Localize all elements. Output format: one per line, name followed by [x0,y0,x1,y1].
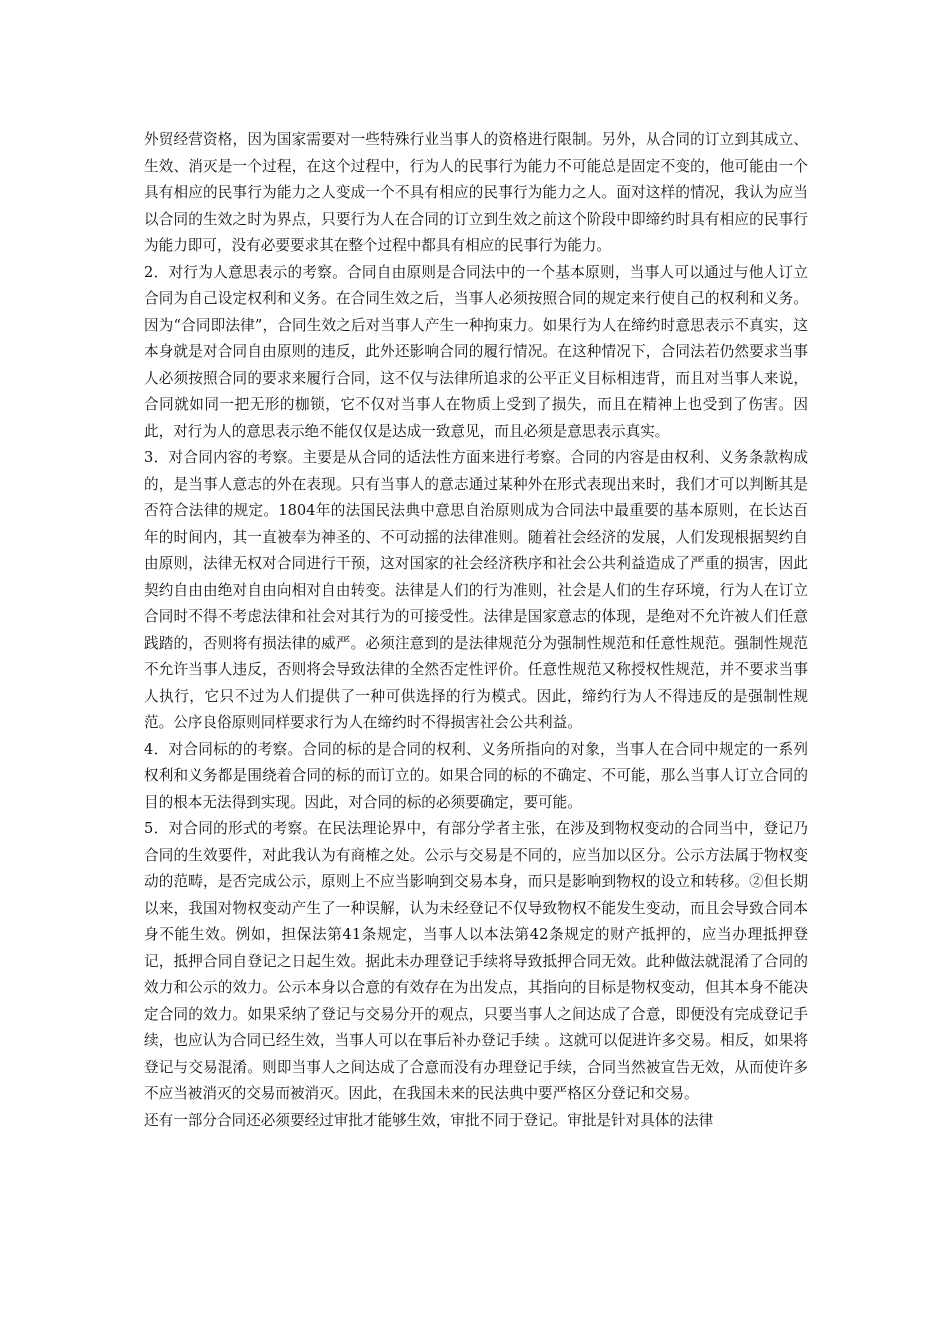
paragraph-eligibility-continued: 外贸经营资格，因为国家需要对一些特殊行业当事人的资格进行限制。另外，从合同的订立到其成立、生效、消灭是一个过程，在这个过程中，行为人的民事行为能力不可能总是固定不变的，他可能由一个具有相应的民事行为能力之人变成一个不具有相应的民事行为能力之人。面对这样的情况，我认为应当以合同的生效之时为界点，只要行为人在合同的订立到生效之前这个阶段中即缔约时具有相应的民事行为能力即可，没有必要要求其在整个过程中都具有相应的民事行为能力。 [144,131,808,254]
paragraph-form-examination: 5．对合同的形式的考察。在民法理论界中，有部分学者主张，在涉及到物权变动的合同当中，登记乃合同的生效要件，对此我认为有商榷之处。公示与交易是不同的，应当加以区分。公示方法属于物权变动的范畴，是否完成公示，原则上不应当影响到交易本身，而只是影响到物权的设立和转移。②但长期以来，我国对物权变动产生了一种误解，认为未经登记不仅导致物权不能发生变动，而且会导致合同本身不能生效。例如，担保法第41条规定，当事人以本法第42条规定的财产抵押的，应当办理抵押登记，抵押合同自登记之日起生效。据此未办理登记手续将导致抵押合同无效。此种做法就混淆了合同的效力和公示的效力。公示本身以合意的有效存在为出发点，其指向的目标是物权变动，但其本身不能决定合同的效力。如果采纳了登记与交易分开的观点，只要当事人之间达成了合意，即便没有完成登记手续，也应认为合同已经生效，当事人可以在事后补办登记手续 。这就可以促进许多交易。相反，如果将登记与交易混淆。则即当事人之间达成了合意而没有办理登记手续，合同当然被宣告无效，从而使许多不应当被消灭的交易而被消灭。因此，在我国未来的民法典中要严格区分登记和交易。 [144,820,808,1102]
document-body [144,127,808,1134]
paragraph-content-examination: 3．对合同内容的考察。主要是从合同的适法性方面来进行考察。合同的内容是由权利、义务条款构成的，是当事人意志的外在表现。只有当事人的意志通过某种外在形式表现出来时，我们才可以判断其是否符合法律的规定。1804年的法国民法典中意思自治原则成为合同法中最重要的基本原则，在长达百年的时间内，其一直被奉为神圣的、不可动摇的法律准则。随着社会经济的发展，人们发现根据契约自由原则，法律无权对合同进行干预，这对国家的社会经济秩序和社会公共利益造成了严重的损害，因此契约自由由绝对自由向相对自由转变。法律是人们的行为准则，社会是人们的生存环境，行为人在订立合同时不得不考虑法律和社会对其行为的可接受性。法律是国家意志的体现，是绝对不允许被人们任意践踏的，否则将有损法律的威严。必须注意到的是法律规范分为强制性规范和任意性规范。强制性规范不允许当事人违反，否则将会导致法律的全然否定性评价。任意性规范又称授权性规范，并不要求当事人执行，它只不过为人们提供了一种可供选择的行为模式。因此，缔约行为人不得违反的是强制性规范。公序良俗原则同样要求行为人在缔约时不得损害社会公共利益。 [144,449,808,731]
paragraph-intent-examination: 2．对行为人意思表示的考察。合同自由原则是合同法中的一个基本原则，当事人可以通过与他人订立合同为自己设定权利和义务。在合同生效之后，当事人必须按照合同的规定来行使自己的权利和义务。因为“合同即法律”，合同生效之后对当事人产生一种拘束力。如果行为人在缔约时意思表示不真实，这本身就是对合同自由原则的违反，此外还影响合同的履行情况。在这种情况下，合同法若仍然要求当事人必须按照合同的要求来履行合同，这不仅与法律所追求的公平正义目标相违背，而且对当事人来说，合同就如同一把无形的枷锁，它不仅对当事人在物质上受到了损失，而且在精神上也受到了伤害。因此，对行为人的意思表示绝不能仅仅是达成一致意见，而且必须是意思表示真实。 [144,263,808,440]
paragraph-subject-matter-examination: 4．对合同标的的考察。合同的标的是合同的权利、义务所指向的对象，当事人在合同中规定的一系列权利和义务都是围绕着合同的标的而订立的。如果合同的标的不确定、不可能，那么当事人订立合同的目的根本无法得到实现。因此，对合同的标的必须要确定，要可能。 [144,740,808,811]
paragraph-approval: 还有一部分合同还必须要经过审批才能够生效，审批不同于登记。审批是针对具体的法律 [144,1111,714,1129]
